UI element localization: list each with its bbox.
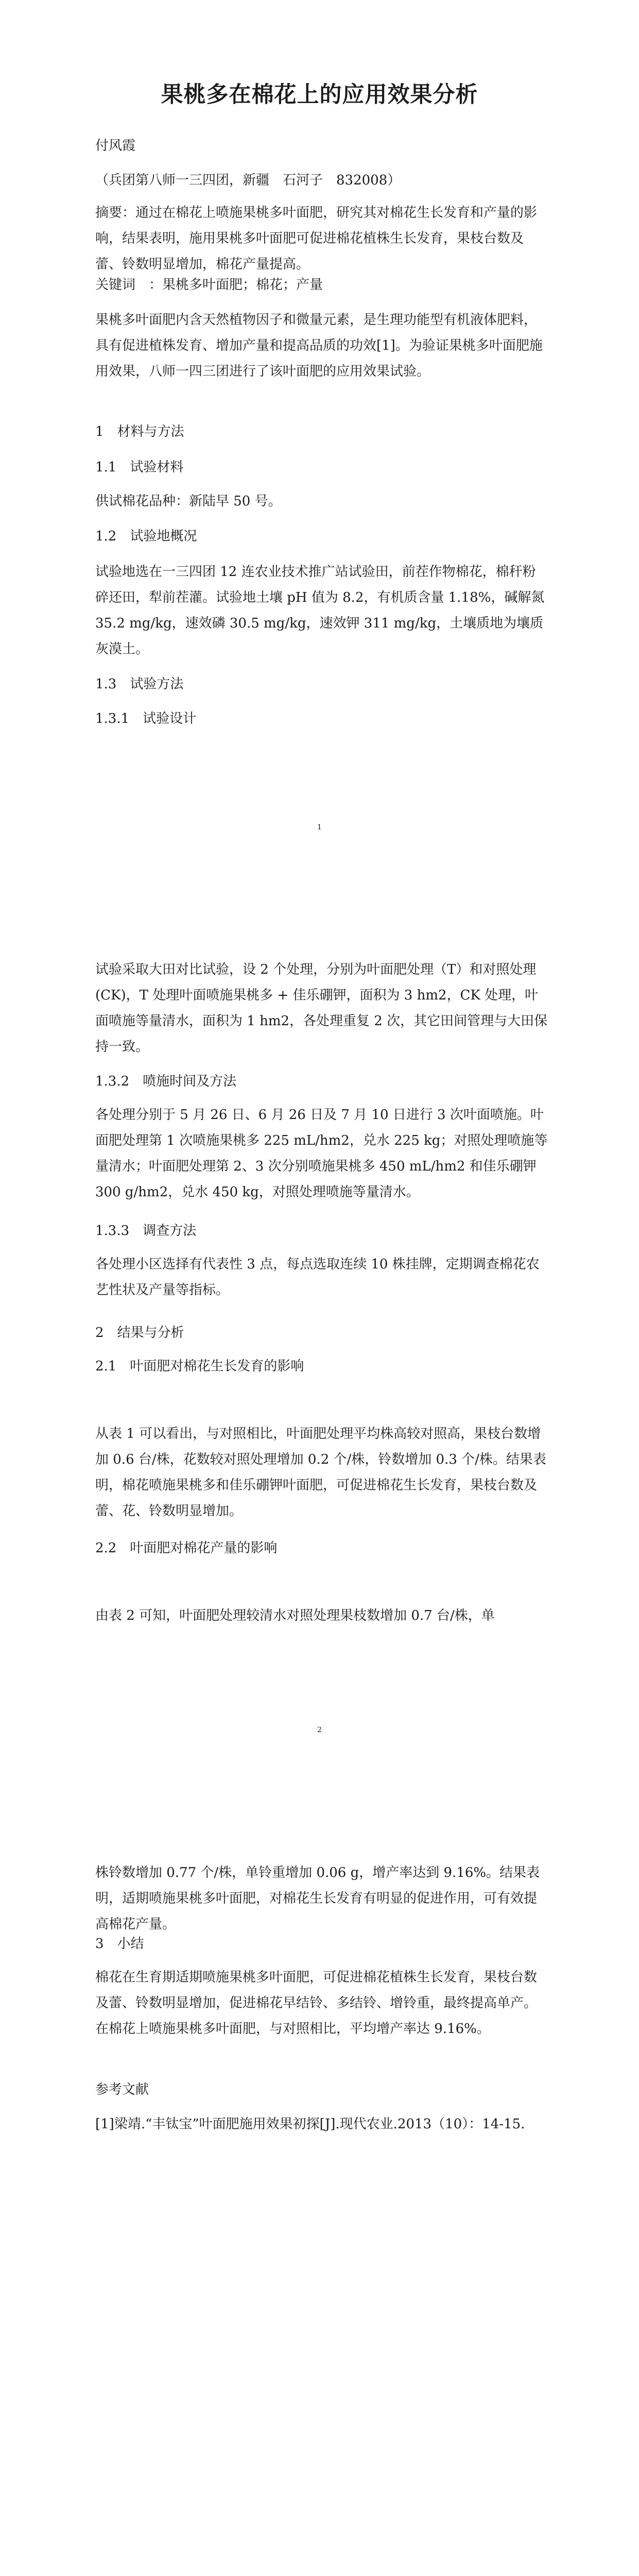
section-3-text: 棉花在生育期适期喷施果桃多叶面肥，可促进棉花植株生长发育，果枝台数及蕾、铃数明显增加，促进棉花早结铃、多结铃、增铃重，最终提高单产。在棉花上喷施果桃多叶面肥，与对照相比，平均增产率达 9.16%。: [95, 1970, 538, 2037]
paper-title: 果桃多在棉花上的应用效果分析: [161, 82, 478, 108]
references-heading: 参考文献: [95, 2082, 149, 2097]
section-1-3-1-text: 试验采取大田对比试验，设 2 个处理，分别为叶面肥处理（T）和对照处理(CK)，T 处理叶面喷施果桃多 + 佳乐硼钾，面积为 3 hm2，CK 处理，叶面喷施等量清水，面积为 1 hm2，各处理重复 2 次，其它田间管理与大田保持一致。: [95, 962, 548, 1055]
affiliation: （兵团第八师一三四团，新疆 石河子 832008）: [95, 173, 401, 188]
keywords: 关键词 ：果桃多叶面肥；棉花；产量: [95, 277, 323, 293]
section-1-3-3-text: 各处理小区选择有代表性 3 点，每点选取连续 10 株挂牌，定期调查棉花农艺性状及产量等指标。: [95, 1257, 540, 1298]
section-1-3-heading: 1.3 试验方法: [95, 676, 184, 692]
section-1-3-1-heading: 1.3.1 试验设计: [95, 711, 197, 726]
section-1-heading: 1 材料与方法: [95, 424, 184, 439]
intro-paragraph: 果桃多叶面肥内含天然植物因子和微量元素，是生理功能型有机液体肥料，具有促进植株发育、增加产量和提高品质的功效[1]。为验证果桃多叶面肥施用效果，八师一四三团进行了该叶面肥的应用效果试验。: [95, 312, 543, 379]
section-1-2-text: 试验地选在一三四团 12 连农业技术推广站试验田，前茬作物棉花，棉秆粉碎还田，犁前茬灌。试验地土壤 pH 值为 8.2，有机质含量 1.18%，碱解氮 35.2 mg/kg，速效磷 30.5 mg/kg，速效钾 311 mg/kg，土壤质地为壤质灰漠土。: [95, 564, 545, 657]
page-2: [0, 904, 639, 1807]
section-1-3-2-heading: 1.3.2 喷施时间及方法: [95, 1074, 237, 1089]
section-1-1-heading: 1.1 试验材料: [95, 460, 184, 475]
section-1-2-heading: 1.2 试验地概况: [95, 529, 197, 544]
section-1-3-3-heading: 1.3.3 调查方法: [95, 1223, 197, 1239]
section-3-heading: 3 小结: [95, 1936, 144, 1952]
page-number: 2: [317, 1726, 322, 1734]
section-2-1-heading: 2.1 叶面肥对棉花生长发育的影响: [95, 1359, 304, 1374]
section-2-1-text: 从表 1 可以看出，与对照相比，叶面肥处理平均株高较对照高，果枝台数增加 0.6 台/株，花数较对照处理增加 0.2 个/株，铃数增加 0.3 个/株。结果表明，棉花喷施果桃多和佳乐硼钾叶面肥，可促进棉花生长发育，果枝台数及蕾、花、铃数明显增加。: [95, 1426, 546, 1519]
page-3: [0, 1807, 639, 2576]
author: 付风霞: [95, 138, 136, 154]
section-2-2-heading: 2.2 叶面肥对棉花产量的影响: [95, 1540, 278, 1556]
page-1: [0, 0, 639, 904]
abstract: 摘要：通过在棉花上喷施果桃多叶面肥，研究其对棉花生长发育和产量的影响，结果表明，施用果桃多叶面肥可促进棉花植株生长发育，果枝台数及蕾、铃数明显增加，棉花产量提高。: [95, 205, 538, 272]
section-2-heading: 2 结果与分析: [95, 1325, 184, 1341]
section-2-2-text-continued: 株铃数增加 0.77 个/株，单铃重增加 0.06 g，增产率达到 9.16%。结果表明，适期喷施果桃多叶面肥，对棉花生长发育有明显的促进作用，可有效提高棉花产量。: [95, 1865, 540, 1932]
reference-item: [1]梁靖.“丰钛宝”叶面肥施用效果初探[J].现代农业.2013（10）：14-15.: [95, 2116, 525, 2132]
page-number: 1: [317, 823, 322, 832]
section-1-3-2-text: 各处理分别于 5 月 26 日、6 月 26 日及 7 月 10 日进行 3 次叶面喷施。叶面肥处理第 1 次喷施果桃多 225 mL/hm2，兑水 225 kg；对照处理喷施等量清水；叶面肥处理第 2、3 次分别喷施果桃多 450 mL/hm2 和佳乐硼钾 300 g/hm2，兑水 450 kg，对照处理喷施等量清水。: [95, 1107, 548, 1200]
section-2-2-text-start: 由表 2 可知，叶面肥处理较清水对照处理果枝数增加 0.7 台/株，单: [95, 1608, 495, 1623]
section-1-1-text: 供试棉花品种：新陆早 50 号。: [95, 494, 282, 509]
